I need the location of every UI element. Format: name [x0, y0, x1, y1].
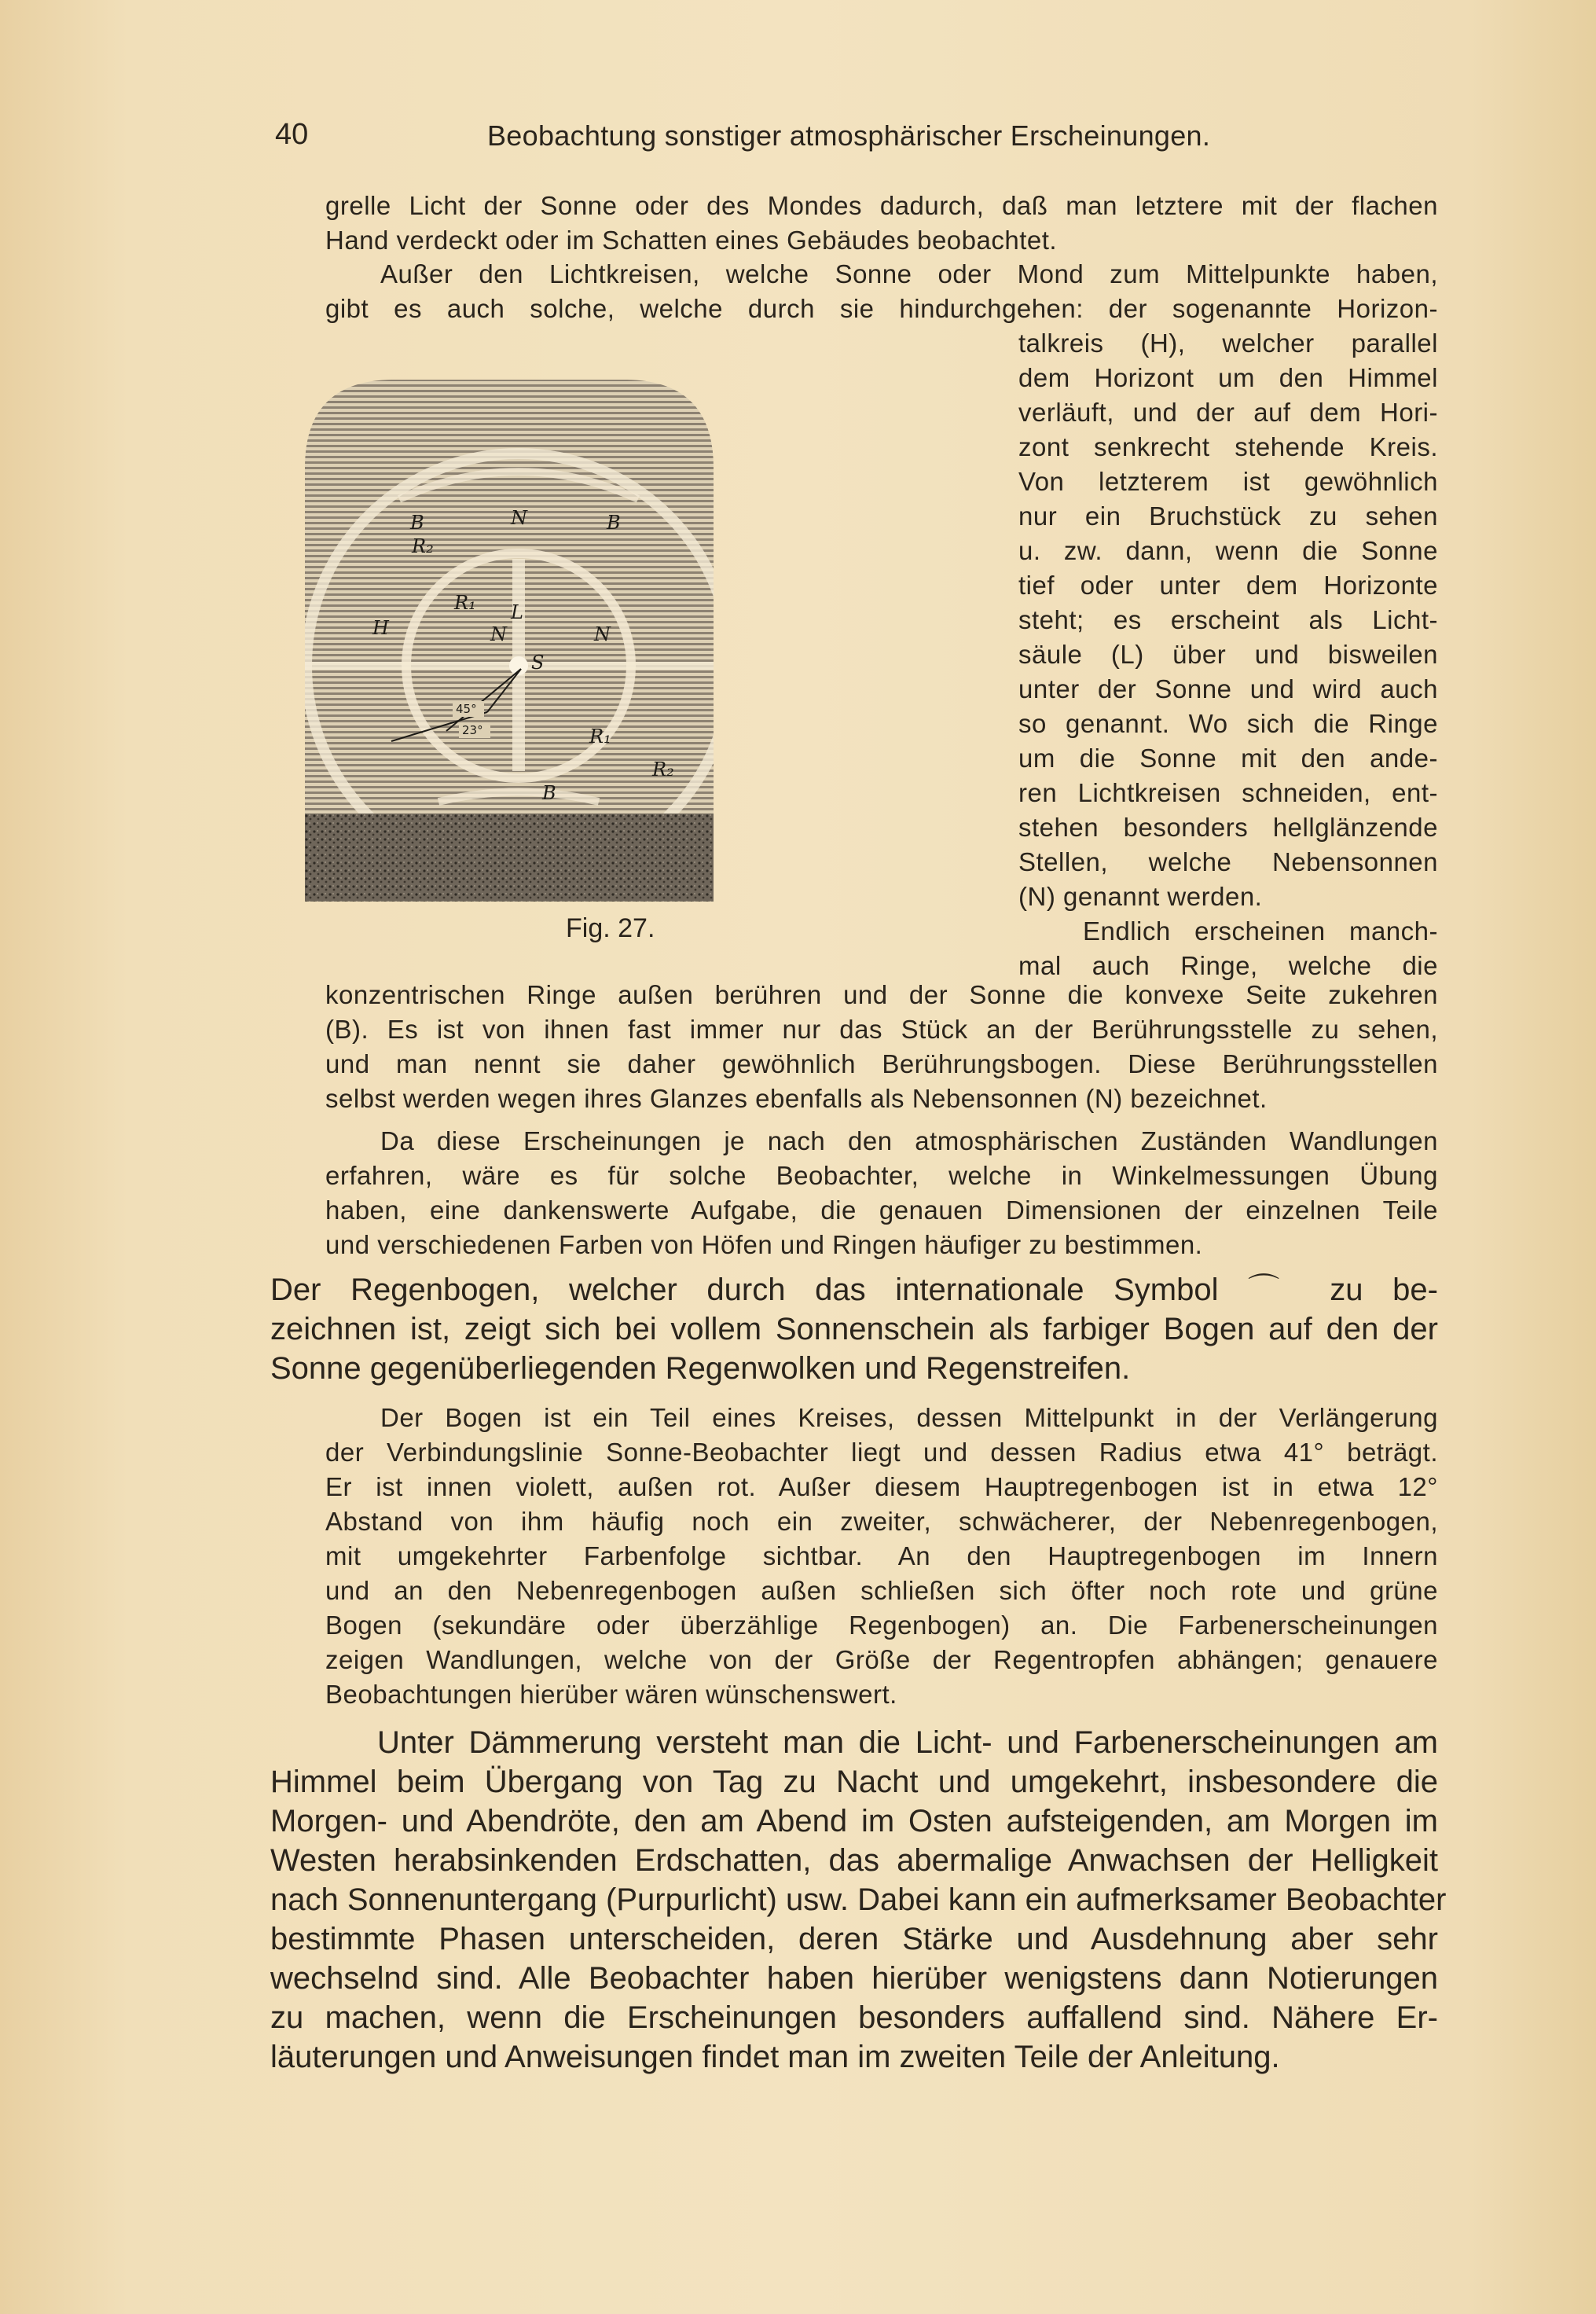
text-line: (B). Es ist von ihnen fast immer nur das Stück an der Berührungsstelle zu sehen, [325, 1015, 1438, 1044]
text-line: mal auch Ringe, welche die [1018, 951, 1438, 980]
label-s: S [531, 652, 545, 674]
text-line: ren Lichtkreisen schneiden, ent- [1018, 778, 1438, 807]
text-line: zu machen, wenn die Erscheinungen besonders auffallend sind. Nähere Er- [270, 2000, 1438, 2035]
text-line: stehen besonders hellglänzende [1018, 813, 1438, 842]
text-line: haben, eine dankenswerte Aufgabe, die genauen Dimensionen der einzelnen Teile [325, 1196, 1438, 1225]
label-h: H [372, 617, 389, 639]
text-line: talkreis (H), welcher parallel [1018, 329, 1438, 358]
label-angle-45: 45° [456, 702, 477, 716]
text-line: zeichnen ist, zeigt sich bei vollem Sonnenschein als farbiger Bogen auf den der [270, 1312, 1438, 1346]
text-line: um die Sonne mit den ande- [1018, 744, 1438, 773]
running-title: Beobachtung sonstiger atmosphärischer Erscheinungen. [487, 119, 1211, 152]
text-line: (N) genannt werden. [1018, 882, 1263, 911]
text-line: Er ist innen violett, außen rot. Außer diesem Hauptregenbogen ist in etwa 12° [325, 1472, 1438, 1501]
regenbogen-paragraph [270, 1270, 1438, 1388]
text-line: Der Bogen ist ein Teil eines Kreises, dessen Mittelpunkt in der Verlängerung [380, 1403, 1438, 1432]
text-line: Endlich erscheinen manch- [1083, 916, 1438, 946]
label-n-left: N [490, 623, 507, 645]
text-line: Der Regenbogen, welcher durch das internationale Symbol ⌒ zu be- [270, 1273, 1438, 1307]
text-line: Hand verdeckt oder im Schatten eines Gebäudes beobachtet. [325, 226, 1058, 255]
lichtkreis-paragraph-top [325, 257, 1438, 326]
figure-caption: Fig. 27. [566, 913, 655, 943]
label-r2-left: R₂ [412, 535, 434, 557]
text-line: tief oder unter dem Horizonte [1018, 571, 1438, 600]
text-line: gibt es auch solche, welche durch sie hindurchgehen: der sogenannte Horizon- [325, 294, 1438, 323]
text-line: und man nennt sie daher gewöhnlich Berührungsbogen. Diese Berührungsstellen [325, 1049, 1438, 1078]
text-line: nach Sonnenuntergang (Purpurlicht) usw. Dabei kann ein aufmerksamer Beobachter [270, 1882, 1447, 1917]
text-line: Westen herabsinkenden Erdschatten, das abermalige Anwachsen der Helligkeit [270, 1843, 1438, 1878]
label-angle-23: 23° [462, 723, 483, 737]
text-line: u. zw. dann, wenn die Sonne [1018, 536, 1438, 565]
text-line: läuterungen und Anweisungen findet man im zweiten Teile der Anleitung. [270, 2040, 1280, 2074]
text-line: Außer den Lichtkreisen, welche Sonne oder Mond zum Mittelpunkte haben, [380, 259, 1438, 288]
bogen-paragraph [325, 1401, 1438, 1712]
label-b-left: B [410, 512, 424, 534]
text-line: Abstand von ihm häufig noch ein zweiter, schwächerer, der Nebenregenbogen, [325, 1507, 1438, 1536]
label-r1-left: R₁ [454, 592, 476, 614]
daemmerung-paragraph [270, 1723, 1447, 2077]
text-line: dem Horizont um den Himmel [1018, 363, 1438, 392]
text-line: nur ein Bruchstück zu sehen [1018, 501, 1438, 531]
lichtkreis-paragraph-right [1018, 326, 1438, 983]
label-r2-right: R₂ [652, 758, 674, 781]
text-line: Sonne gegenüberliegenden Regenwolken und Regenstreifen. [270, 1351, 1131, 1386]
text-line: und verschiedenen Farben von Höfen und Ringen häufiger zu bestimmen. [325, 1230, 1203, 1259]
text-line: so genannt. Wo sich die Ringe [1018, 709, 1438, 738]
label-b-right: B [607, 512, 621, 534]
text-line: bestimmte Phasen unterscheiden, deren Stärke und Ausdehnung aber sehr [270, 1922, 1438, 1956]
text-line: selbst werden wegen ihres Glanzes ebenfalls als Nebensonnen (N) bezeichnet. [325, 1084, 1268, 1113]
text-line: Da diese Erscheinungen je nach den atmosphärischen Zuständen Wandlungen [380, 1126, 1438, 1155]
text-line: steht; es erscheint als Licht- [1018, 605, 1438, 634]
text-line: zont senkrecht stehende Kreis. [1018, 432, 1438, 461]
text-line: Unter Dämmerung versteht man die Licht- und Farbenerscheinungen am [377, 1725, 1438, 1760]
label-n-top: N [511, 507, 527, 529]
text-line: Bogen (sekundäre oder überzählige Regenbogen) an. Die Farbenerscheinungen [325, 1611, 1438, 1640]
text-line: Von letzterem ist gewöhnlich [1018, 467, 1438, 496]
intro-paragraph [325, 189, 1438, 258]
text-line: Stellen, welche Nebensonnen [1018, 847, 1438, 876]
text-line: verläuft, und der auf dem Hori- [1018, 398, 1438, 427]
label-l: L [511, 601, 523, 623]
label-n-right: N [594, 623, 611, 645]
halo-figure [305, 373, 714, 902]
text-line: mit umgekehrter Farbenfolge sichtbar. An den Hauptregenbogen im Innern [325, 1541, 1438, 1570]
lichtkreis-paragraph-bottom [325, 978, 1438, 1116]
text-line: grelle Licht der Sonne oder des Mondes dadurch, daß man letztere mit der flachen [325, 191, 1438, 220]
text-line: unter der Sonne und wird auch [1018, 674, 1438, 703]
text-line: konzentrischen Ringe außen berühren und der Sonne die konvexe Seite zukehren [325, 980, 1438, 1009]
text-line: der Verbindungslinie Sonne-Beobachter liegt und dessen Radius etwa 41° beträgt. [325, 1438, 1438, 1467]
label-r1-right: R₁ [589, 725, 611, 747]
text-line: Morgen- und Abendröte, den am Abend im Osten aufsteigenden, am Morgen im [270, 1804, 1438, 1838]
text-line: Beobachtungen hierüber wären wünschenswert. [325, 1680, 897, 1709]
text-line: Himmel beim Übergang von Tag zu Nacht und umgekehrt, insbesondere die [270, 1765, 1438, 1799]
text-line: und an den Nebenregenbogen außen schließen sich öfter noch rote und grüne [325, 1576, 1438, 1605]
text-line: säule (L) über und bisweilen [1018, 640, 1438, 669]
label-b-bottom: B [542, 782, 556, 804]
page-number: 40 [275, 118, 309, 151]
text-line: erfahren, wäre es für solche Beobachter, welche in Winkelmessungen Übung [325, 1161, 1438, 1190]
text-line: wechselnd sind. Alle Beobachter haben hierüber wenigstens dann Notierungen [270, 1961, 1438, 1996]
text-line: zeigen Wandlungen, welche von der Größe der Regentropfen abhängen; genauere [325, 1645, 1438, 1674]
da-diese-paragraph [325, 1124, 1438, 1262]
